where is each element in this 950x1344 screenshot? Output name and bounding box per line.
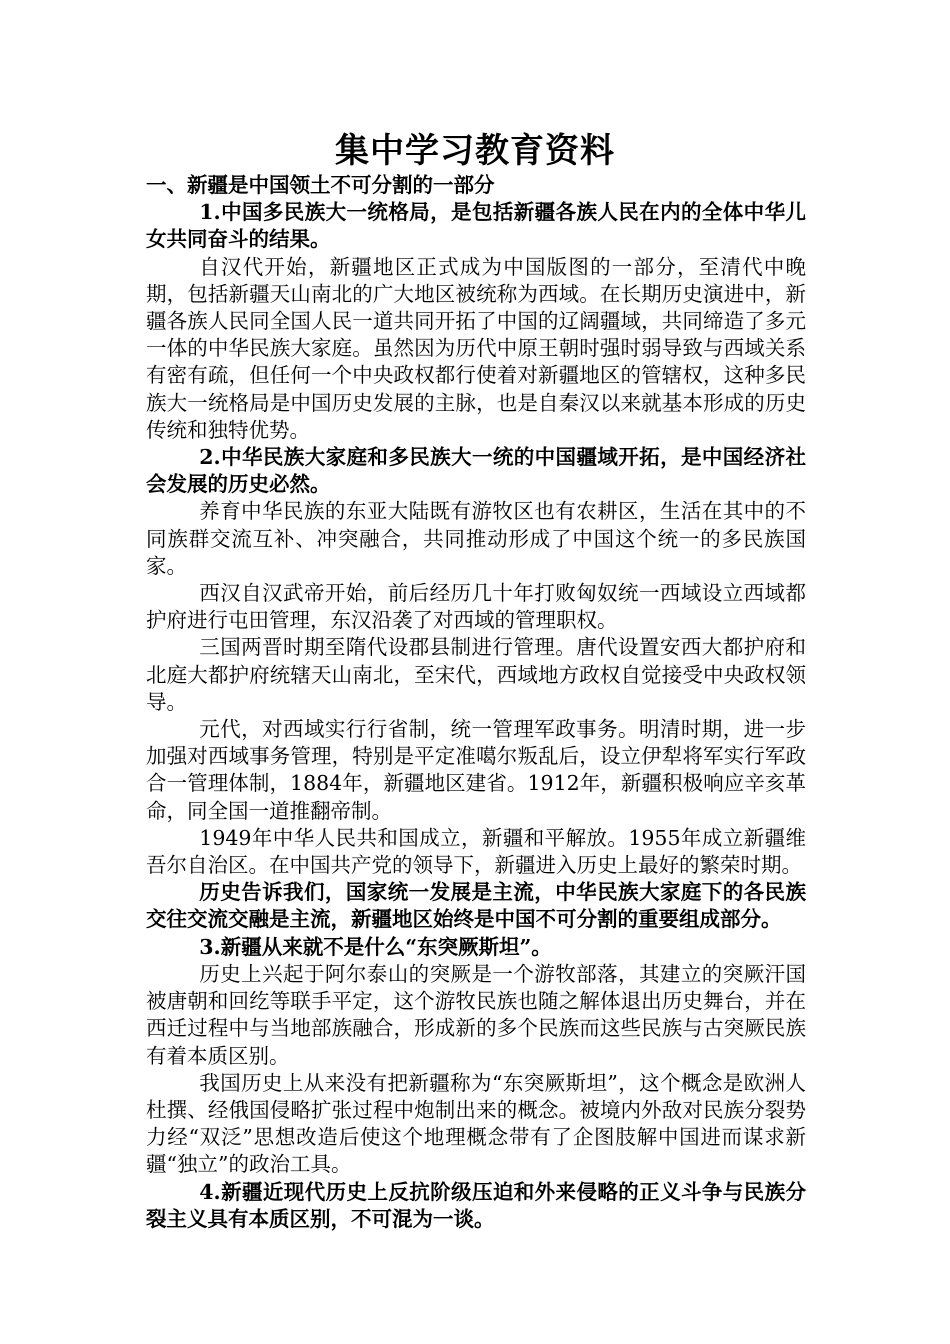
subheading-2: 2.中华民族大家庭和多民族大一统的中国疆域开拓，是中国经济社会发展的历史必然。 [146,445,806,497]
subheading-3: 3.新疆从来就不是什么“东突厥斯坦”。 [199,934,552,959]
paragraph: 西汉自汉武帝开始，前后经历几十年打败匈奴统一西域设立西域都护府进行屯田管理，东汉沿袭了对西域的管理职权。 [146,581,806,633]
paragraph: 自汉代开始，新疆地区正式成为中国版图的一部分，至清代中晚期，包括新疆天山南北的广大地区被统称为西域。在长期历史演进中，新疆各族人民同全国人民一道共同开拓了中国的辽阔疆域，共同缔造了多元一体的中华民族大家庭。虽然因为历代中原王朝时强时弱导致与西域关系有密有疏，但任何一个中央政权都行使着对新疆地区的管辖权，这种多民族大一统格局是中国历史发展的主脉，也是自秦汉以来就基本形成的历史传统和独特优势。 [146,254,806,442]
document-body [146,172,806,1233]
paragraph: 历史上兴起于阿尔泰山的突厥是一个游牧部落，其建立的突厥汗国被唐朝和回纥等联手平定，这个游牧民族也随之解体退出历史舞台，并在西迁过程中与当地部族融合，形成新的多个民族而这些民族与古突厥民族有着本质区别。 [146,961,806,1068]
subheading-1: 1.中国多民族大一统格局，是包括新疆各族人民在内的全体中华儿女共同奋斗的结果。 [146,200,806,252]
paragraph: 1949年中华人民共和国成立，新疆和平解放。1955年成立新疆维吾尔自治区。在中国共产党的领导下，新疆进入历史上最好的繁荣时期。 [146,825,806,878]
paragraph: 我国历史上从来没有把新疆称为“东突厥斯坦”，这个概念是欧洲人杜撰、经俄国侵略扩张过程中炮制出来的概念。被境内外敌对民族分裂势力经“双泛”思想改造后使这个地理概念带有了企图肢解中国进而谋求新疆“独立”的政治工具。 [146,1070,806,1177]
paragraph: 三国两晋时期至隋代设郡县制进行管理。唐代设置安西大都护府和北庭大都护府统辖天山南北，至宋代，西域地方政权自觉接受中央政权领导。 [146,635,806,714]
paragraph: 养育中华民族的东亚大陆既有游牧区也有农耕区，生活在其中的不同族群交流互补、冲突融合，共同推动形成了中国这个统一的多民族国家。 [146,499,806,578]
section-heading: 一、新疆是中国领土不可分割的一部分 [146,173,495,197]
paragraph: 元代，对西域实行行省制，统一管理军政事务。明清时期，进一步加强对西域事务管理，特别是平定准噶尔叛乱后，设立伊犁将军实行军政合一管理体制，1884年，新疆地区建省。1912年，新疆积极响应辛亥革命，同全国一道推翻帝制。 [146,717,806,823]
subheading-4: 4.新疆近现代历史上反抗阶级压迫和外来侵略的正义斗争与民族分裂主义具有本质区别，不可混为一谈。 [146,1179,806,1231]
page-title: 集中学习教育资料 [335,131,615,171]
summary-statement: 历史告诉我们，国家统一发展是主流，中华民族大家庭下的各民族交往交流交融是主流，新疆地区始终是中国不可分割的重要组成部分。 [146,880,806,932]
